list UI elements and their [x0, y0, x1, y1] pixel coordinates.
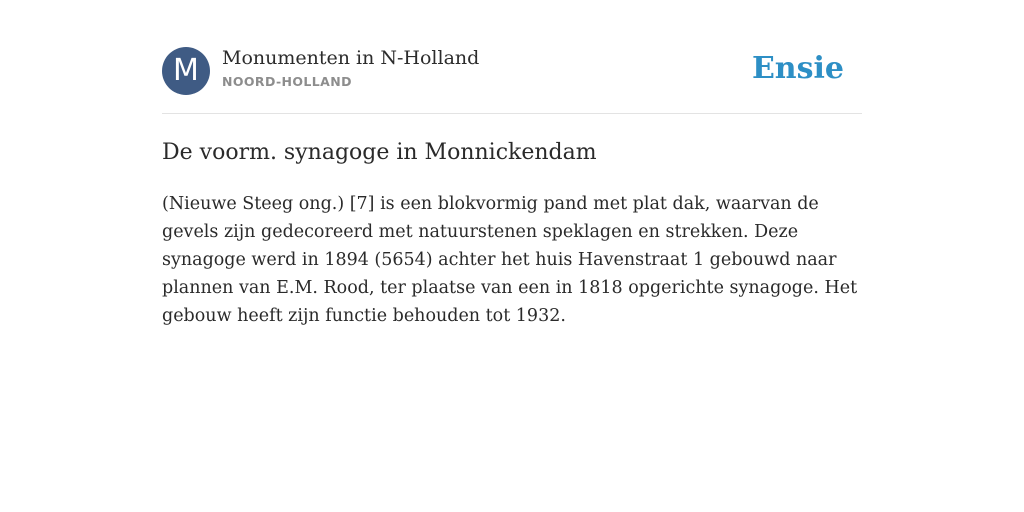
content-card [162, 0, 862, 512]
header-divider [162, 113, 862, 114]
source-header [162, 47, 862, 95]
brand-logo[interactable]: Ensie [751, 51, 844, 86]
source-subtitle: NOORD-HOLLAND [222, 74, 352, 89]
page-title: De voorm. synagoge in Monnickendam [162, 140, 597, 165]
source-title[interactable]: Monumenten in N-Holland [222, 47, 480, 69]
avatar[interactable]: M [162, 47, 210, 95]
article-body: (Nieuwe Steeg ong.) [7] is een blokvormig pand met plat dak, waarvan de gevels zijn gedecoreerd met natuurstenen speklagen en strekken. Deze synagoge werd in 1894 (5654) achter het huis Havenstraat 1 gebouwd naar plannen van E.M. Rood, ter plaatse van een in 1818 opgerichte synagoge. Het gebouw heeft zijn functie behouden tot 1932. [162, 194, 858, 326]
